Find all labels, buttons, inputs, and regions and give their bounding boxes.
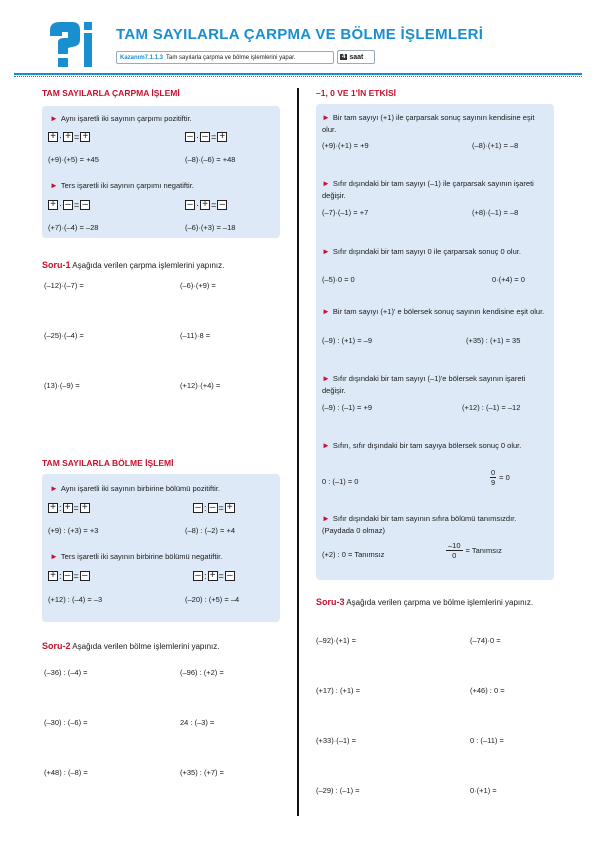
soru-3-item: (+17) : (+1) = xyxy=(316,686,360,695)
triangle-bullet-icon: ► xyxy=(50,181,58,190)
bolme-example-2b: (–20) : (+5) = –4 xyxy=(185,595,240,604)
kazanim-text: Tam sayılarla çarpma ve bölme işlemlerini yapar. xyxy=(166,54,296,61)
soru-2-item: (–36) : (–4) = xyxy=(44,668,88,677)
etki-example-2b: (+8)·(–1) = –8 xyxy=(472,208,519,217)
soru-2-prompt: Soru-2 Aşağıda verilen bölme işlemlerini yapınız. xyxy=(42,641,220,651)
soru-3-prompt: Soru-3 Aşağıda verilen çarpma ve bölme işlemlerini yapınız. xyxy=(316,597,534,607)
etki-example-2a: (–7)·(–1) = +7 xyxy=(322,208,369,217)
sign-rule-plus-plus: + · + = + xyxy=(48,132,90,142)
etki-example-3a: (–5)·0 = 0 xyxy=(322,275,355,284)
bolme-example-1b: (–8) : (–2) = +4 xyxy=(185,526,236,535)
soru-1-item: (–12)·(–7) = xyxy=(44,281,84,290)
kazanim-code: Kazanım7.1.1.3 xyxy=(120,54,164,61)
header-divider xyxy=(14,73,582,75)
carpma-rule-2: ► Ters işaretli iki sayının çarpımı negatiftir. xyxy=(50,181,194,190)
soru-3-item: (–92)·(+1) = xyxy=(316,636,357,645)
etki-section-title: –1, 0 VE 1'İN ETKİSİ xyxy=(316,88,396,98)
sign-rule-plus-minus: + · – = – xyxy=(48,200,90,210)
sign-rule-minus-minus: – · – = + xyxy=(185,132,227,142)
etki-example-4b: (+35) : (+1) = 35 xyxy=(466,336,521,345)
hours-label: saat xyxy=(349,53,364,61)
bolme-rule-2: ► Ters işaretli iki sayının birbirine bölümü negatiftir. xyxy=(50,552,223,561)
soru-2-item: (–30) : (–6) = xyxy=(44,718,88,727)
etki-rule-6: ► Sıfırı, sıfır dışındaki bir tam sayıya bölersek sonuç 0 olur. xyxy=(322,441,522,450)
etki-example-5b: (+12) : (–1) = –12 xyxy=(462,403,521,412)
soru-1-item: (+12)·(+4) = xyxy=(180,381,221,390)
triangle-bullet-icon: ► xyxy=(50,552,58,561)
soru-1-prompt: Soru-1 Aşağıda verilen çarpma işlemlerini yapınız. xyxy=(42,260,225,270)
carpma-rule-1: ► Aynı işaretli iki sayının çarpımı pozitiftir. xyxy=(50,114,192,123)
soru-3-item: 0 : (–11) = xyxy=(470,736,504,745)
etki-example-5a: (–9) : (–1) = +9 xyxy=(322,403,373,412)
triangle-bullet-icon: ► xyxy=(322,374,330,383)
triangle-bullet-icon: ► xyxy=(50,114,58,123)
bolme-example-2a: (+12) : (–4) = –3 xyxy=(48,595,103,604)
soru-1-item: (–11)·8 = xyxy=(180,331,211,340)
etki-rule-3: ► Sıfır dışındaki bir tam sayıyı 0 ile çarparsak sonuç 0 olur. xyxy=(322,247,521,256)
etki-example-3b: 0·(+4) = 0 xyxy=(492,275,525,284)
carpma-section-title: TAM SAYILARLA ÇARPMA İŞLEMİ xyxy=(42,88,180,98)
soru-3-item: (+46) : 0 = xyxy=(470,686,505,695)
soru-3-item: 0·(+1) = xyxy=(470,786,497,795)
soru-2-item: (–96) : (+2) = xyxy=(180,668,224,677)
etki-rule-2: ► Sıfır dışındaki bir tam sayıyı (–1) ile çarparsak sayının işareti değişir. xyxy=(322,179,534,200)
etki-example-7b: $\frac{-10}{0}$ = Tanımsız xyxy=(448,541,502,560)
carpma-example-1a: (+9)·(+5) = +45 xyxy=(48,155,99,164)
duration-badge xyxy=(337,50,375,64)
etki-example-6b: $\frac{0}{9}$ = 0 xyxy=(491,468,510,487)
soru-1-item: (–25)·(–4) = xyxy=(44,331,84,340)
soru-3-item: (–29) : (–1) = xyxy=(316,786,360,795)
soru-2-item: (+48) : (–8) = xyxy=(44,768,88,777)
bolme-example-1a: (+9) : (+3) = +3 xyxy=(48,526,99,535)
sign-rule-plus-plus: + : + = + xyxy=(48,503,90,513)
etki-example-7a: (+2) : 0 = Tanımsız xyxy=(322,550,385,559)
etki-example-1a: (+9)·(+1) = +9 xyxy=(322,141,369,150)
sign-rule-minus-minus: – : – = + xyxy=(193,503,235,513)
etki-rule-7: ► Sıfır dışındaki bir tam sayının sıfıra bölümü tanımsızdır. (Paydada 0 olmaz) xyxy=(322,514,517,535)
soru-3-item: (–74)·0 = xyxy=(470,636,501,645)
soru-3-item: (+33)·(–1) = xyxy=(316,736,357,745)
triangle-bullet-icon: ► xyxy=(322,179,330,188)
etki-example-4a: (–9) : (+1) = –9 xyxy=(322,336,373,345)
carpma-rules-box xyxy=(42,106,280,238)
fraction: $\frac{0}{9}$ xyxy=(491,468,496,487)
bolme-rule-1: ► Aynı işaretli iki sayının birbirine bölümü pozitiftir. xyxy=(50,484,221,493)
sign-rule-plus-minus: + : – = – xyxy=(48,571,90,581)
page-title: TAM SAYILARLA ÇARPMA VE BÖLME İŞLEMLERİ xyxy=(116,26,484,43)
header-divider-dotted xyxy=(14,76,582,77)
carpma-example-2b: (–6)·(+3) = –18 xyxy=(185,223,236,232)
carpma-example-1b: (–8)·(–6) = +48 xyxy=(185,155,236,164)
etki-rule-5: ► Sıfır dışındaki bir tam sayıyı (–1)'e bölersek sayının işareti değişir. xyxy=(322,374,526,395)
triangle-bullet-icon: ► xyxy=(322,113,330,122)
carpma-example-2a: (+7)·(–4) = –28 xyxy=(48,223,99,232)
etki-example-6a: 0 : (–1) = 0 xyxy=(322,477,359,486)
triangle-bullet-icon: ► xyxy=(322,307,330,316)
soru-2-item: 24 : (–3) = xyxy=(180,718,215,727)
question-exclamation-logo xyxy=(46,20,94,68)
column-divider xyxy=(297,88,299,816)
etki-rule-4: ► Bir tam sayıyı (+1)' e bölersek sonuç sayının kendisine eşit olur. xyxy=(322,307,545,316)
etki-rule-1: ► Bir tam sayıyı (+1) ile çarparsak sonuç sayının kendisine eşit olur. xyxy=(322,113,535,134)
sign-rule-minus-plus: – · + = – xyxy=(185,200,227,210)
soru-1-item: (–6)·(+9) = xyxy=(180,281,216,290)
triangle-bullet-icon: ► xyxy=(322,514,330,523)
fraction: $\frac{-10}{0}$ xyxy=(448,541,461,560)
etki-example-1b: (–8)·(+1) = –8 xyxy=(472,141,519,150)
soru-1-item: (13)·(–9) = xyxy=(44,381,80,390)
sign-rule-minus-plus: – : + = – xyxy=(193,571,235,581)
triangle-bullet-icon: ► xyxy=(50,484,58,493)
hours-value: 4 xyxy=(342,54,346,60)
bolme-section-title: TAM SAYILARLA BÖLME İŞLEMİ xyxy=(42,458,174,468)
kazanim-box xyxy=(116,51,334,64)
triangle-bullet-icon: ► xyxy=(322,247,330,256)
soru-2-item: (+35) : (+7) = xyxy=(180,768,224,777)
triangle-bullet-icon: ► xyxy=(322,441,330,450)
